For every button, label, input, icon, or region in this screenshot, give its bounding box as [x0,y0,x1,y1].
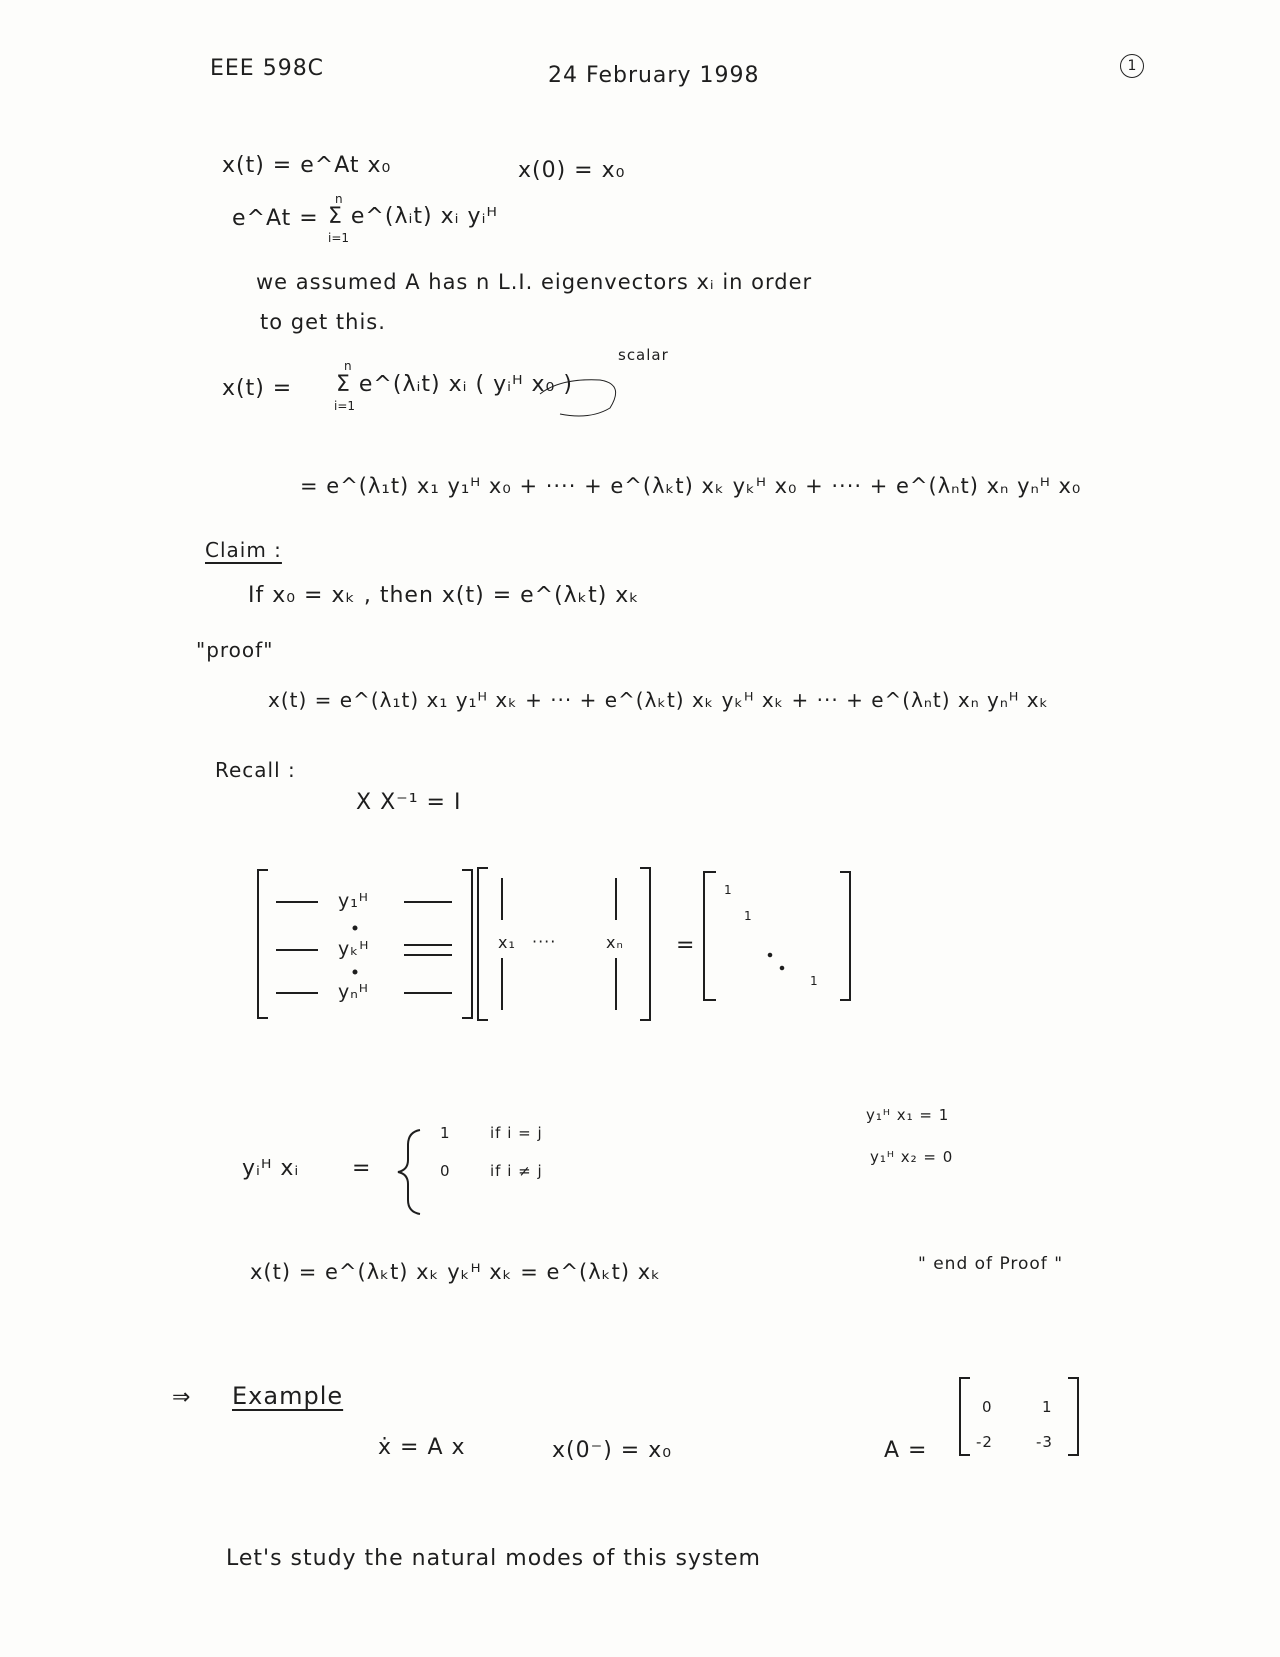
eAt-lhs: e^At = [232,206,319,231]
claim-heading: Claim : [205,538,282,562]
case2-value: 0 [440,1162,451,1180]
row-yn: yₙᴴ [338,981,369,1003]
A-label: A = [884,1438,928,1463]
A-entry-12: 1 [1042,1398,1053,1416]
sum-lower-limit-2: i=1 [334,399,356,413]
row-yk: yₖᴴ [338,938,370,960]
side-example-1: y₁ᴴ x₁ = 1 [866,1106,950,1124]
closing-sentence: Let's study the natural modes of this system [226,1546,761,1571]
identity-entry-1: 1 [724,883,732,897]
col-dots: ···· [532,932,557,951]
xt-expansion-lhs: x(t) = [222,376,293,401]
assumption-note-line2: to get this. [260,310,386,334]
col-xn: xₙ [606,933,624,952]
assumption-note-line1: we assumed A has n L.I. eigenvectors xᵢ in order [256,270,813,294]
result-line: x(t) = e^(λₖt) xₖ yₖᴴ xₖ = e^(λₖt) xₖ [250,1260,662,1284]
row-y1: y₁ᴴ [338,890,369,912]
sum-upper-limit: n [335,192,343,206]
course-code: EEE 598C [210,56,325,81]
xt-expansion-rhs: Σ e^(λᵢt) xᵢ ( yᵢᴴ x₀ ) [336,372,573,397]
case1-value: 1 [440,1124,451,1142]
recall-heading: Recall : [215,758,296,782]
sum-upper-limit-2: n [344,359,352,373]
col-x1: x₁ [498,933,516,952]
orthogonality-lhs: yᵢᴴ xᵢ [242,1156,300,1181]
example-system: ẋ = A x [378,1435,466,1460]
example-arrow: ⇒ [172,1385,192,1410]
xt-series: = e^(λ₁t) x₁ y₁ᴴ x₀ + ···· + e^(λₖt) xₖ yₖᴴ x₀ + ···· + e^(λₙt) xₙ yₙᴴ x₀ [300,474,1082,498]
sum-lower-limit: i=1 [328,231,350,245]
case1-condition: if i = j [490,1124,543,1142]
identity-entry-3: 1 [810,974,818,988]
orthogonality-equals: = [352,1156,372,1181]
side-example-2: y₁ᴴ x₂ = 0 [870,1148,954,1166]
scalar-annotation: scalar [618,346,669,364]
example-heading: Example [232,1382,344,1410]
A-entry-21: -2 [976,1433,993,1451]
eAt-sum: Σ e^(λᵢt) xᵢ yᵢᴴ [328,204,498,229]
case2-condition: if i ≠ j [490,1162,543,1180]
xt-definition: x(t) = e^At x₀ [222,153,392,178]
example-initial: x(0⁻) = x₀ [552,1438,673,1463]
lecture-date: 24 February 1998 [548,63,760,88]
claim-statement: If x₀ = xₖ , then x(t) = e^(λₖt) xₖ [248,583,640,608]
proof-line: x(t) = e^(λ₁t) x₁ y₁ᴴ xₖ + ··· + e^(λₖt) xₖ yₖᴴ xₖ + ··· + e^(λₙt) xₙ yₙᴴ xₖ [268,688,1050,712]
matrix-equals: = [676,933,696,958]
A-entry-22: -3 [1036,1433,1053,1451]
A-entry-11: 0 [982,1398,993,1416]
identity-entry-2: 1 [744,909,752,923]
proof-heading: "proof" [196,638,274,662]
end-of-proof-note: " end of Proof " [918,1254,1064,1274]
initial-condition: x(0) = x₀ [518,158,626,183]
page-number-text: 1 [1127,58,1137,74]
recall-equation: X X⁻¹ = I [356,790,462,815]
